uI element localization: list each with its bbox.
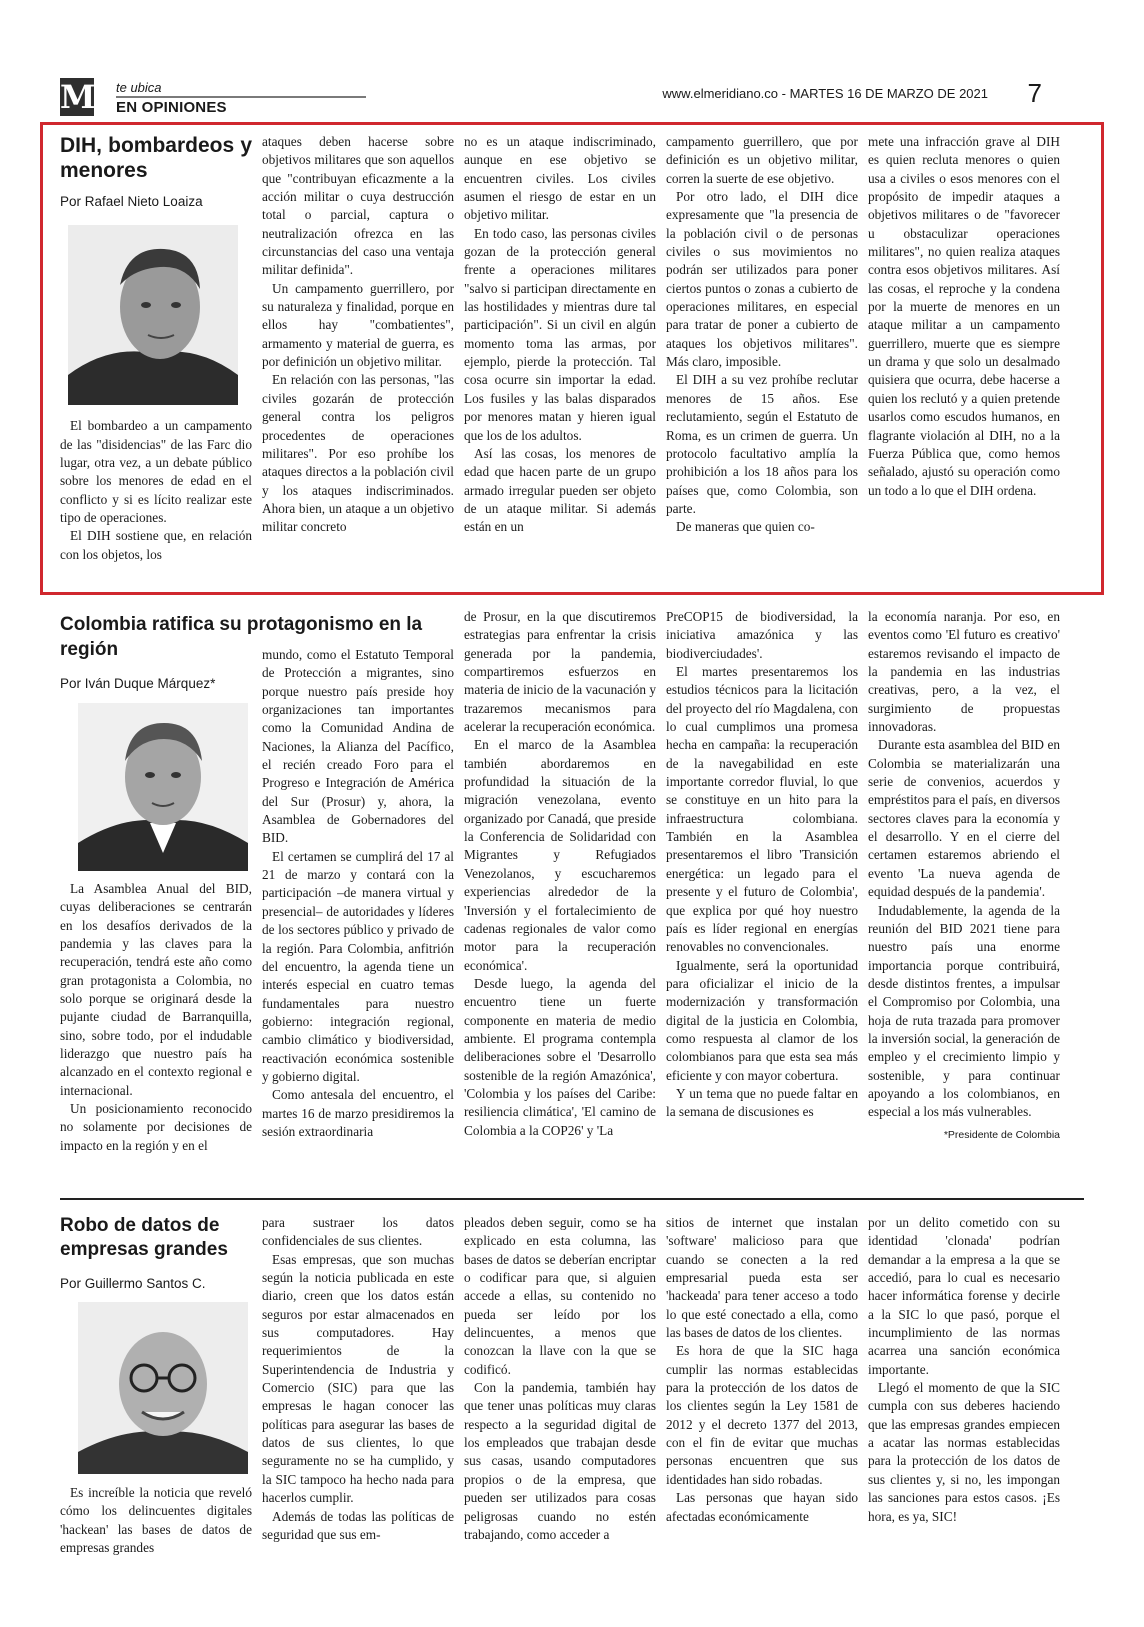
article-column-1	[60, 133, 252, 564]
paragraph: El martes presentaremos los estudios técnicos para la licitación del proyecto del río Magdalena, con lo cual cumplimos una promesa hecha en campaña: la recuperación de la navegabilidad en este importante corredor fluvial, lo que se constituye en un hito para la infraestructura colombiana. También en la Asamblea presentaremos el libro 'Transición energética: un legado para el presente y el futuro de Colombia', que explica por qué hoy nuestro país es líder regional en energías renovables no convencionales.	[666, 664, 858, 955]
paragraph: En relación con las personas, "las civiles gozarán de protección general contra los peligros procedentes de operaciones militares". Por eso prohíbe los ataques directos a la población civil y los ataques indiscriminados. Ahora bien, un ataque a un objetivo militar concreto	[262, 372, 454, 535]
paragraph: sitios de internet que instalan 'software' malicioso para que cuando se conecten a la red empresarial pueda esta ser 'hackeada' para tener acceso a todo lo que esté conectado a ella, como las bases de datos de los clientes.	[666, 1215, 858, 1341]
paragraph: Es hora de que la SIC haga cumplir las normas establecidas para la protección de los datos de los clientes según la Ley 1581 de 2012 y el decreto 1377 del 2013, con el fin de evitar que muchas personas encuentren que sus identidades han sido robadas.	[666, 1343, 858, 1487]
paragraph: Llegó el momento de que la SIC cumpla con sus deberes haciendo que las empresas grandes empiecen a acatar las normas establecidas para la protección de los datos de sus clientes y, si no, les impongan las sanciones para estos casos. ¡Es hora, es ya, SIC!	[868, 1380, 1060, 1524]
article-robo-datos	[60, 1214, 1084, 1594]
article-column-2	[262, 1214, 454, 1544]
author-footnote: *Presidente de Colombia	[943, 1128, 1060, 1141]
author-photo	[68, 225, 238, 405]
author-portrait-icon	[78, 703, 248, 871]
paragraph: de Prosur, en la que discutiremos estrategias para enfrentar la crisis generada por la pandemia, compartiremos esfuerzos en materia de inicio de la vacunación y trazaremos mecanismos para acelerar la recuperación económica.	[464, 609, 656, 735]
paragraph: campamento guerrillero, que por definición es un objetivo militar, corren la suerte de ese objetivo.	[666, 134, 858, 186]
dateline: www.elmeridiano.co - MARTES 16 DE MARZO DE 2021	[662, 86, 988, 101]
tagline-rule	[116, 96, 366, 98]
paragraph: Esas empresas, que son muchas según la noticia publicada en este diario, creen que los datos están seguros por estar almacenados en sus computadores. Hay requerimientos de la Superintendencia de Industria y Comercio (SIC) para que las empresas le hagan conocer las políticas para asegurar las bases de datos de sus clientes, lo que seguramente no se ha cumplido, y la SIC tampoco ha hecho nada para hacerlos cumplir.	[262, 1251, 454, 1506]
author-photo	[78, 703, 248, 871]
paragraph: no es un ataque indiscriminado, aunque en ese objetivo se encuentren civiles. Los civiles asumen el riesgo de estar en un objetivo militar.	[464, 134, 656, 223]
paragraph: PreCOP15 de biodiversidad, la iniciativa amazónica y las biodiverciudades'.	[666, 609, 858, 661]
paragraph: Un posicionamiento reconocido no solamente por decisiones de impacto en la región y en el	[60, 1101, 252, 1153]
masthead	[60, 78, 1084, 120]
byline: Por Rafael Nieto Loaiza	[60, 194, 203, 209]
headline: Robo de datos de empresas grandes	[60, 1215, 228, 1260]
paragraph: Desde luego, la agenda del encuentro tiene un fuerte componente en materia de medio ambiente. El programa contempla deliberaciones sobre el 'Desarrollo sostenible de la región Amazónica', 'Colombia y los países del Caribe: resiliencia climática', 'El camino de Colombia a la COP26' y 'La	[464, 975, 656, 1138]
newspaper-logo: M	[60, 78, 96, 116]
section-label: EN OPINIONES	[116, 99, 227, 116]
paragraph: El bombardeo a un campamento de las "disidencias" de las Farc dio lugar, otra vez, a un debate público sobre los menores de edad en el conflicto y si es lícito realizar este tipo de operaciones.	[60, 418, 252, 526]
headline: Colombia ratifica su protagonismo en la región	[60, 614, 423, 660]
article-column-3	[464, 608, 656, 1140]
article-column-5	[868, 133, 1060, 500]
page-number: 7	[1027, 78, 1042, 108]
paragraph: ataques deben hacerse sobre objetivos militares que son aquellos que "contribuyan eficazmente a la acción militar o cuya destrucción total o parcial, captura o neutralización ofrezca en las circunstancias del caso una ventaja militar definida".	[262, 134, 454, 278]
article-dih-bombardeos	[40, 122, 1104, 595]
paragraph: Igualmente, será la oportunidad para oficializar el inicio de la modernización y transformación digital de la justicia en Colombia, como respuesta al clamor de los colombianos para que esta sea más eficiente y con mayor cobertura.	[666, 957, 858, 1083]
paragraph: la economía naranja. Por eso, en eventos como 'El futuro es creativo' estaremos revisando el impacto de la pandemia en las industrias creativas, pero, a la vez, el surgimiento de propuestas innovadoras.	[868, 609, 1060, 735]
paragraph: pleados deben seguir, como se ha explicado en esta columna, las bases de datos se deberían encriptar o codificar para que, si alguien accede a ellas, su contenido no pueda ser leído por los delincuentes, a menos que conozcan la llave con la que se codificó.	[464, 1215, 656, 1377]
paragraph: mete una infracción grave al DIH es quien recluta menores o quien usa a civiles o esos menores con el propósito de impedir ataques a objetivos militares o de "favorecer u obstaculizar operaciones militares", no quien realiza ataques contra esos objetivos militares. Así las cosas, el reproche y la condena por la muerte de menores en un ataque militar a un campamento guerrillero, muerte que es siempre un drama y que solo un desalmado quisiera que ocurra, debe hacerse a quien los reclutó y a quien pretende usarlos como escudos humanos, en flagrante violación al DIH, no a la Fuerza Pública que, como hemos señalado, ajustó su operación como un todo a lo que el DIH ordena.	[868, 134, 1060, 498]
paragraph: Y un tema que no puede faltar en la semana de discusiones es	[666, 1085, 858, 1120]
paragraph: Las personas que hayan sido afectadas económicamente	[666, 1490, 858, 1524]
paragraph: para sustraer los datos confidenciales de sus clientes.	[262, 1215, 454, 1249]
paragraph: De maneras que quien co-	[676, 519, 815, 535]
author-portrait-icon	[68, 225, 238, 405]
article-column-1-body	[60, 417, 252, 564]
byline: Por Iván Duque Márquez*	[60, 676, 216, 691]
paragraph: La Asamblea Anual del BID, cuyas deliberaciones se centrarán en los desafíos derivados de la pandemia y las claves para la recuperación, tendrá este año como gran protagonista a Colombia, no solo porque se originará desde la pujante ciudad de Barranquilla, sino, sobre todo, por el indudable liderazgo que nuestro país ha alcanzado en el contexto regional e internacional.	[60, 881, 252, 1098]
article-column-2	[262, 133, 454, 537]
article-column-4	[666, 608, 858, 1122]
article-column-1	[60, 1484, 252, 1557]
paragraph: El DIH sostiene que, en relación con los objetos, los	[60, 528, 252, 562]
article-column-3	[464, 133, 656, 537]
paragraph: Durante esta asamblea del BID en Colombia se materializarán una serie de convenios, acuerdos y empréstitos para el país, en diversos sectores claves para la economía y el desarrollo. Y en el cierre del certamen estaremos abriendo el evento 'La nueva agenda de equidad después de la pandemia'.	[868, 737, 1061, 900]
article-colombia-protagonismo	[60, 608, 1084, 1188]
article-column-2	[262, 646, 454, 1141]
paragraph: por un delito cometido con su identidad 'clonada' podrían demandar a la empresa a la que se accedió, para lo cual es necesario hacer informática forense y decirle a la SIC lo que pasó, porque el incumplimiento de las normas acarrea una sanción económica importante.	[868, 1215, 1060, 1377]
article-column-5	[868, 608, 1060, 1144]
paragraph: Además de todas las políticas de seguridad que sus em-	[262, 1508, 454, 1542]
paragraph: El DIH a su vez prohíbe reclutar menores de 15 años. Ese reclutamiento, según el Estatuto de Roma, es un crimen de guerra. Un protocolo facultativo amplía la prohibición a los 18 años para los países que, como Colombia, son parte.	[666, 372, 858, 516]
paragraph: mundo, como el Estatuto Temporal de Protección a migrantes, sino porque nuestro país preside hoy organizaciones tan importantes como la Comunidad Andina de Naciones, la Alianza del Pacífico, el recién creado Foro para el Progreso e Integración de América del Sur (Prosur) y, ahora, la Asamblea de Gobernadores del BID.	[262, 647, 454, 846]
article-column-1	[60, 880, 252, 1155]
article-column-3	[464, 1214, 656, 1544]
paragraph: El certamen se cumplirá del 17 al 21 de marzo y contará con la participación –de manera virtual y presencial– de autoridades y líderes de los sectores público y privado de la región. Para Colombia, anfitrión del encuentro, la agenda tiene un interés especial en cuatro temas fundamentales para nuestro gobierno: integración regional, cambio climático y biodiversidad, reactivación económica sostenible y gobierno digital.	[262, 848, 454, 1084]
paragraph: Por otro lado, el DIH dice expresamente que "la presencia de la población civil o de personas civiles o sus movimientos no podrán ser utilizados para poner ciertos puntos o zonas a cubierto de operaciones militares, en especial para tratar de poner a cubierto de ataques los objetivos militares". Más claro, imposible.	[666, 189, 858, 370]
paragraph: En todo caso, las personas civiles gozan de la protección general frente a operaciones militares "salvo si participan directamente en las hostilidades y mientras dure tal participación". Si un civil en algún momento toma las armas, por ejemplo, pierde la protección. Tal cosa ocurre sin importar la edad. Los fusiles y las balas disparados por menores matan y hieren igual que los de los adultos.	[464, 225, 656, 443]
paragraph: En el marco de la Asamblea también abordaremos en profundidad la situación de la migración venezolana, evento organizado por Canadá, que preside la Conferencia de Solidaridad con Migrantes y Refugiados Venezolanos, y escucharemos experiencias alrededor de la 'Inversión y el fortalecimiento de cadenas regionales de valor como motor para la recuperación económica'.	[464, 737, 656, 973]
author-portrait-icon	[78, 1302, 248, 1474]
paragraph: Es increíble la noticia que reveló cómo los delincuentes digitales 'hackean' las bases de datos de empresas grandes	[60, 1485, 252, 1556]
article-column-4	[666, 133, 858, 537]
byline: Por Guillermo Santos C.	[60, 1276, 206, 1291]
paragraph: Un campamento guerrillero, por su naturaleza y finalidad, porque en ellos hay "combatientes", armamento y material de guerra, es por definición un objetivo militar.	[262, 280, 454, 370]
tagline: te ubica	[116, 80, 162, 95]
article-column-5	[868, 1214, 1060, 1526]
article-column-4	[666, 1214, 858, 1526]
paragraph: Así las cosas, los menores de edad que hacen parte de un grupo armado irregular pueden ser objeto de un ataque militar. Si además están en un	[464, 445, 656, 535]
paragraph: Como antesala del encuentro, el martes 16 de marzo presidiremos la sesión extraordinaria	[262, 1087, 454, 1139]
author-photo	[78, 1302, 248, 1474]
paragraph: Indudablemente, la agenda de la reunión del BID 2021 tiene para nuestro país una enorme importancia porque contribuirá, desde distintos frentes, a impulsar el Compromiso por Colombia, una hoja de ruta trazada para promover la inversión social, la generación de empleo y el crecimiento limpio y sostenible, y para continuar apoyando a los colombianos, en especial a los más vulnerables.	[868, 902, 1060, 1120]
headline: DIH, bombardeos y menores	[60, 134, 252, 182]
section-divider	[60, 1198, 1084, 1200]
paragraph: Con la pandemia, también hay que tener unas políticas muy claras respecto a la seguridad digital de los empleados que trabajan desde sus casas, usando computadores propios o de la empresa, que pueden ser utilizados para cosas peligrosas cuando no estén trabajando, como acceder a	[464, 1380, 656, 1542]
